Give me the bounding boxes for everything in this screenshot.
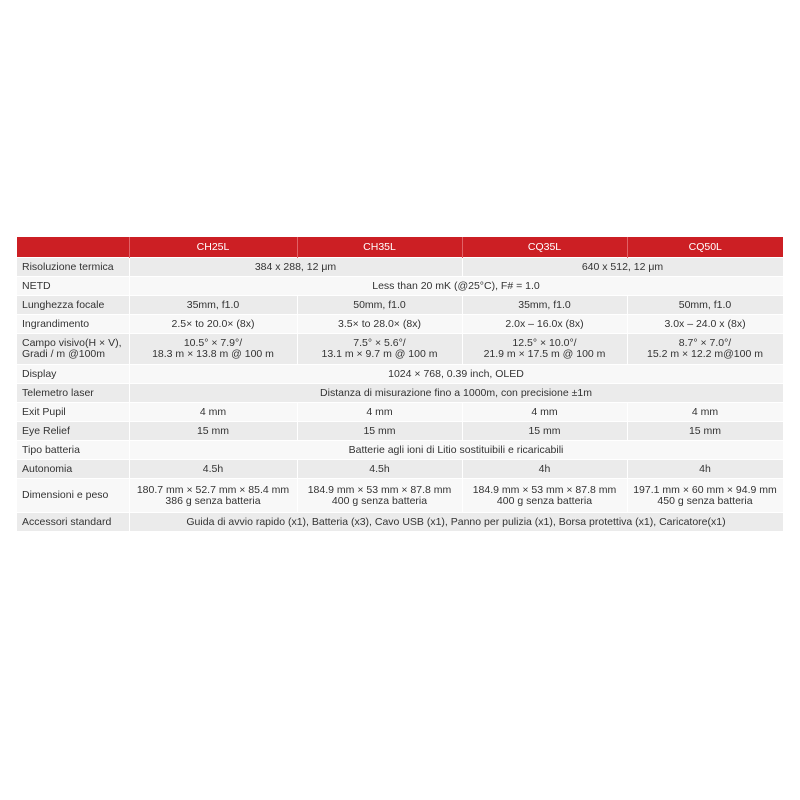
header-cell-empty <box>17 237 129 258</box>
table-cell <box>129 277 783 296</box>
cell-line: 1024 × 768, 0.39 inch, OLED <box>388 367 524 380</box>
row-label: Telemetro laser <box>17 384 129 403</box>
cell-line: 10.5° × 7.9°/ <box>183 337 243 349</box>
cell-line: 2.5× to 20.0× (8x) <box>171 317 255 330</box>
table-cell <box>627 315 783 334</box>
table-row <box>17 441 783 460</box>
row-label: Ingrandimento <box>17 315 129 334</box>
row-label: Eye Relief <box>17 422 129 441</box>
table-row <box>17 296 783 315</box>
table-cell <box>129 422 297 441</box>
table-cell <box>627 403 783 422</box>
cell-line: Distanza di misurazione fino a 1000m, con precisione ±1m <box>320 386 592 399</box>
cell-line: 197.1 mm × 60 mm × 94.9 mm <box>633 483 777 496</box>
cell-line: 7.5° × 5.6°/ <box>353 337 406 349</box>
cell-line: Guida di avvio rapido (x1), Batteria (x3), Cavo USB (x1), Panno per pulizia (x1), Borsa protettiva (x1), Caricatore(x1) <box>186 515 726 528</box>
table-row <box>17 479 783 513</box>
row-label: Campo visivo(H × V), Gradi / m @100m <box>17 334 129 365</box>
table-cell <box>297 460 462 479</box>
cell-line: 35mm, f1.0 <box>186 298 240 311</box>
table-cell <box>297 479 462 513</box>
cell-line: Batterie agli ioni di Litio sostituibili e ricaricabili <box>348 443 564 456</box>
table-cell <box>129 334 297 365</box>
table-cell <box>129 403 297 422</box>
cell-line: 4.5h <box>202 462 224 475</box>
cell-line: 4 mm <box>199 405 227 418</box>
cell-line: Less than 20 mK (@25°C), F# = 1.0 <box>372 279 540 292</box>
table-cell <box>462 296 627 315</box>
table-row <box>17 422 783 441</box>
header-cell-model: CQ35L <box>462 237 627 258</box>
row-label: Risoluzione termica <box>17 258 129 277</box>
cell-line: 4 mm <box>531 405 558 418</box>
table-cell <box>297 422 462 441</box>
cell-line: 50mm, f1.0 <box>353 298 406 311</box>
cell-line: 400 g senza batteria <box>331 494 428 507</box>
cell-line: 184.9 mm × 53 mm × 87.8 mm <box>472 483 617 496</box>
cell-line: 4h <box>538 462 551 475</box>
table-cell <box>129 441 783 460</box>
cell-line: 15 mm <box>528 424 561 437</box>
header-cell-model: CQ50L <box>627 237 783 258</box>
table-row <box>17 384 783 403</box>
cell-line: 4 mm <box>691 405 719 418</box>
row-label: Tipo batteria <box>17 441 129 460</box>
spec-table-body <box>17 258 783 532</box>
row-label: Autonomia <box>17 460 129 479</box>
cell-line: 384 x 288, 12 μm <box>254 260 337 273</box>
row-label: Exit Pupil <box>17 403 129 422</box>
row-label: Accessori standard <box>17 513 129 532</box>
cell-line: 450 g senza batteria <box>657 494 753 507</box>
table-cell <box>297 296 462 315</box>
cell-line: 15 mm <box>363 424 396 437</box>
cell-line: 640 x 512, 12 μm <box>581 260 664 273</box>
table-cell <box>462 334 627 365</box>
table-cell <box>627 479 783 513</box>
table-cell <box>627 334 783 365</box>
cell-line: 50mm, f1.0 <box>678 298 732 311</box>
table-row <box>17 334 783 365</box>
row-label: Dimensioni e peso <box>17 479 129 513</box>
cell-line: 35mm, f1.0 <box>518 298 571 311</box>
table-cell <box>627 422 783 441</box>
cell-line: 386 g senza batteria <box>165 494 261 507</box>
table-cell <box>129 365 783 384</box>
table-row <box>17 277 783 296</box>
table-cell <box>462 315 627 334</box>
table-row <box>17 460 783 479</box>
cell-line: 4 mm <box>366 405 393 418</box>
table-cell <box>129 258 462 277</box>
cell-line: 15 mm <box>196 424 230 437</box>
table-row <box>17 403 783 422</box>
cell-line: 13.1 m × 9.7 m @ 100 m <box>321 348 438 360</box>
table-cell <box>297 334 462 365</box>
table-cell <box>462 403 627 422</box>
row-label: Display <box>17 365 129 384</box>
cell-line: 2.0x – 16.0x (8x) <box>505 317 584 330</box>
cell-line: 15 mm <box>688 424 722 437</box>
table-row <box>17 365 783 384</box>
header-cell-model: CH25L <box>129 237 297 258</box>
table-cell <box>627 460 783 479</box>
cell-line: 18.3 m × 13.8 m @ 100 m <box>152 348 274 360</box>
header-cell-model: CH35L <box>297 237 462 258</box>
cell-line: 12.5° × 10.0°/ <box>512 337 577 349</box>
cell-line: 3.0x – 24.0 x (8x) <box>664 317 746 330</box>
table-cell <box>129 513 783 532</box>
table-cell <box>129 460 297 479</box>
table-cell <box>129 384 783 403</box>
spec-table <box>17 237 784 531</box>
table-cell <box>462 422 627 441</box>
header-row <box>17 237 783 258</box>
table-cell <box>462 460 627 479</box>
cell-line: 21.9 m × 17.5 m @ 100 m <box>483 348 606 360</box>
row-label: NETD <box>17 277 129 296</box>
table-cell <box>627 296 783 315</box>
cell-line: 8.7° × 7.0°/ <box>678 337 732 349</box>
table-cell <box>462 479 627 513</box>
cell-line: 15.2 m × 12.2 m@100 m <box>646 348 763 360</box>
table-cell <box>129 315 297 334</box>
table-cell <box>462 258 783 277</box>
cell-line: 3.5× to 28.0× (8x) <box>338 317 421 330</box>
table-row <box>17 513 783 532</box>
cell-line: 400 g senza batteria <box>496 494 593 507</box>
cell-line: 4.5h <box>369 462 390 475</box>
row-label: Lunghezza focale <box>17 296 129 315</box>
table-cell <box>297 403 462 422</box>
cell-line: 180.7 mm × 52.7 mm × 85.4 mm <box>136 483 290 496</box>
cell-line: 184.9 mm × 53 mm × 87.8 mm <box>307 483 452 496</box>
table-row <box>17 258 783 277</box>
table-cell <box>129 479 297 513</box>
table-cell <box>129 296 297 315</box>
cell-line: 4h <box>699 462 711 475</box>
table-row <box>17 315 783 334</box>
table-cell <box>297 315 462 334</box>
